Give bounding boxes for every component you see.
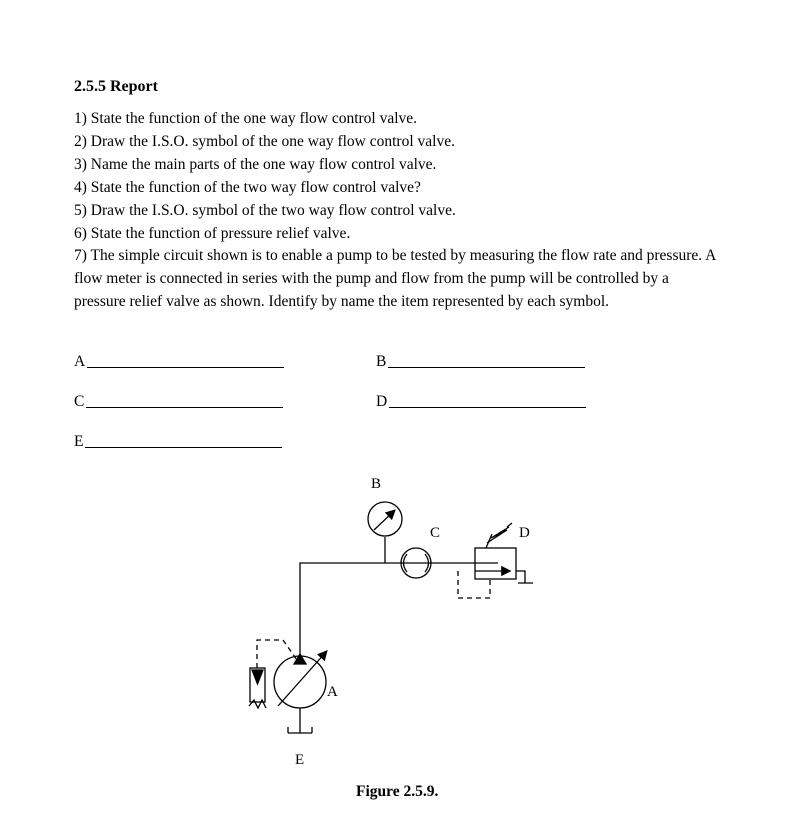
question-3: 3) Name the main parts of the one way flow control valve.: [74, 156, 437, 173]
answer-label-b: B: [376, 353, 387, 370]
main-pipe: [300, 563, 498, 655]
answer-label-c: C: [74, 393, 85, 410]
report-heading: 2.5.5 Report: [74, 78, 158, 95]
figure-label-e: E: [295, 752, 305, 768]
question-7: 7) The simple circuit shown is to enable a pump to be tested by measuring the flow rate and pressure. A flow meter is connected in series with the pump and flow from the pump will be controlled by a pressure relief valve as shown. Identify by name the item represented by each symbol.: [74, 247, 716, 310]
figure-caption: Figure 2.5.9.: [356, 783, 439, 800]
figure-label-c: C: [430, 525, 441, 541]
question-4: 4) State the function of the two way flow control valve?: [74, 179, 421, 196]
answer-label-e: E: [74, 433, 84, 450]
question-5: 5) Draw the I.S.O. symbol of the two way flow control valve.: [74, 202, 456, 219]
relief-valve-tank-line: [516, 571, 533, 583]
compensator-pilot-line: [257, 640, 297, 668]
pump-tank-line: [288, 708, 312, 733]
relief-valve-spring-icon: [486, 523, 512, 548]
relief-valve-pilot-line: [458, 571, 490, 598]
gauge-needle: [374, 511, 394, 530]
compensator-spring-icon: [249, 700, 266, 708]
question-2: 2) Draw the I.S.O. symbol of the one way flow control valve.: [74, 133, 455, 150]
figure-label-d: D: [519, 525, 530, 541]
figure-label-b: B: [371, 476, 382, 492]
compensator-triangle: [252, 670, 263, 684]
question-1: 1) State the function of the one way flow control valve.: [74, 110, 418, 127]
answer-label-a: A: [74, 353, 86, 370]
figure-label-a: A: [327, 684, 338, 700]
answer-label-d: D: [376, 393, 388, 410]
question-6: 6) State the function of pressure relief valve.: [74, 225, 351, 242]
